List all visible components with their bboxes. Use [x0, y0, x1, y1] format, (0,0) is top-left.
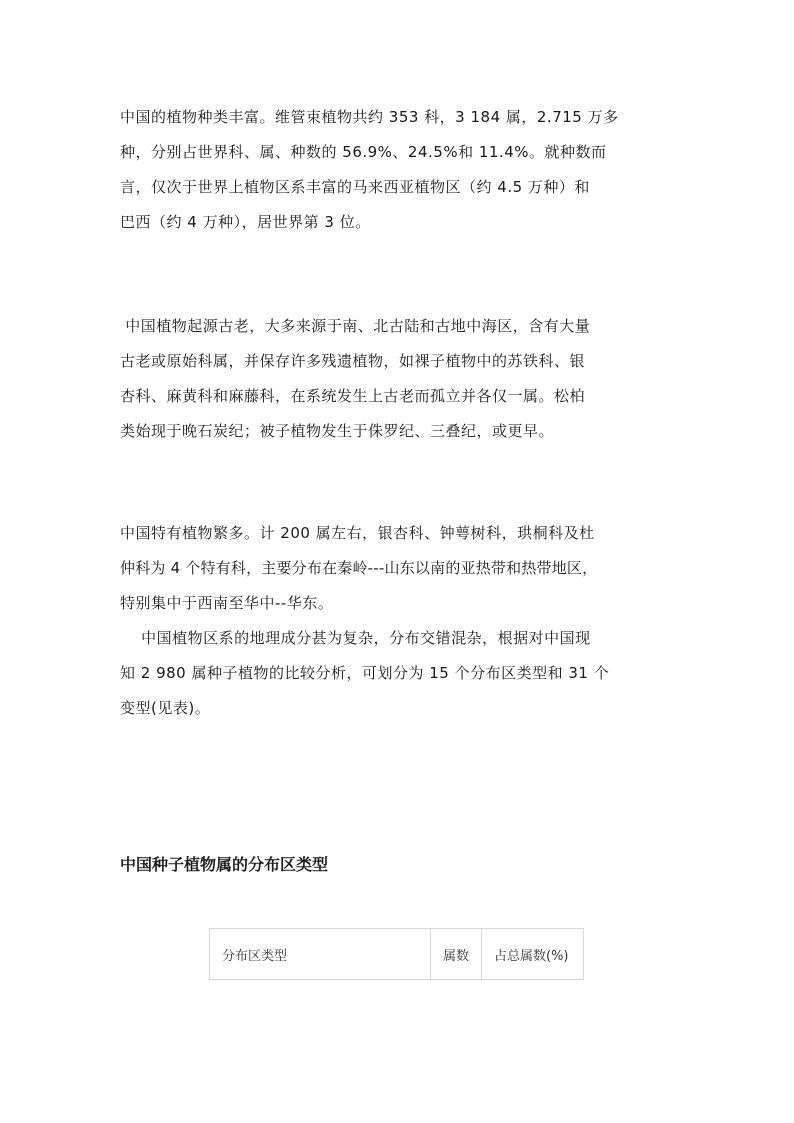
paragraph-line: 言，仅次于世界上植物区系丰富的马来西亚植物区（约 4.5 万种）和 — [120, 178, 590, 196]
paragraph-line: 杏科、麻黄科和麻藤科，在系统发生上古老而孤立并各仅一属。松柏 — [120, 387, 586, 405]
paragraph-line: 类始现于晚石炭纪；被子植物发生于侏罗纪、三叠纪，或更早。 — [120, 422, 555, 440]
paragraph-line: 中国的植物种类丰富。维管束植物共约 353 科，3 184 属，2.715 万多 — [120, 108, 619, 126]
paragraph-line: 中国特有植物繁多。计 200 属左右，银杏科、钟萼树科，珙桐科及杜 — [120, 524, 595, 542]
paragraph-line: 巴西（约 4 万种），居世界第 3 位。 — [120, 213, 371, 231]
paragraph-line: 中国植物起源古老，大多来源于南、北古陆和古地中海区，含有大量 — [120, 317, 591, 335]
paragraph-flora-origin — [120, 309, 676, 449]
table-header-cell: 属数 — [431, 929, 482, 980]
paragraph-line: 特别集中于西南至华中--华东。 — [120, 594, 334, 612]
paragraph-line: 种，分别占世界科、属、种数的 56.9%、24.5%和 11.4%。就种数而 — [120, 143, 607, 161]
paragraph-line: 古老或原始科属，并保存许多残遗植物，如裸子植物中的苏铁科、银 — [120, 352, 586, 370]
table-header-cell: 分布区类型 — [210, 929, 431, 980]
paragraph-flora-endemic — [120, 516, 676, 726]
distribution-table — [209, 928, 584, 980]
table-header-row — [210, 929, 584, 980]
section-heading: 中国种子植物属的分布区类型 — [120, 855, 329, 874]
paragraph-line: 中国植物区系的地理成分甚为复杂，分布交错混杂，根据对中国现 — [120, 629, 591, 647]
paragraph-flora-richness — [120, 100, 676, 240]
table-header-cell: 占总属数(%) — [482, 929, 584, 980]
paragraph-line: 变型(见表)。 — [120, 699, 211, 717]
paragraph-line: 知 2 980 属种子植物的比较分析，可划分为 15 个分布区类型和 31 个 — [120, 664, 610, 682]
paragraph-line: 仲科为 4 个特有科，主要分布在秦岭---山东以南的亚热带和热带地区， — [120, 559, 598, 577]
